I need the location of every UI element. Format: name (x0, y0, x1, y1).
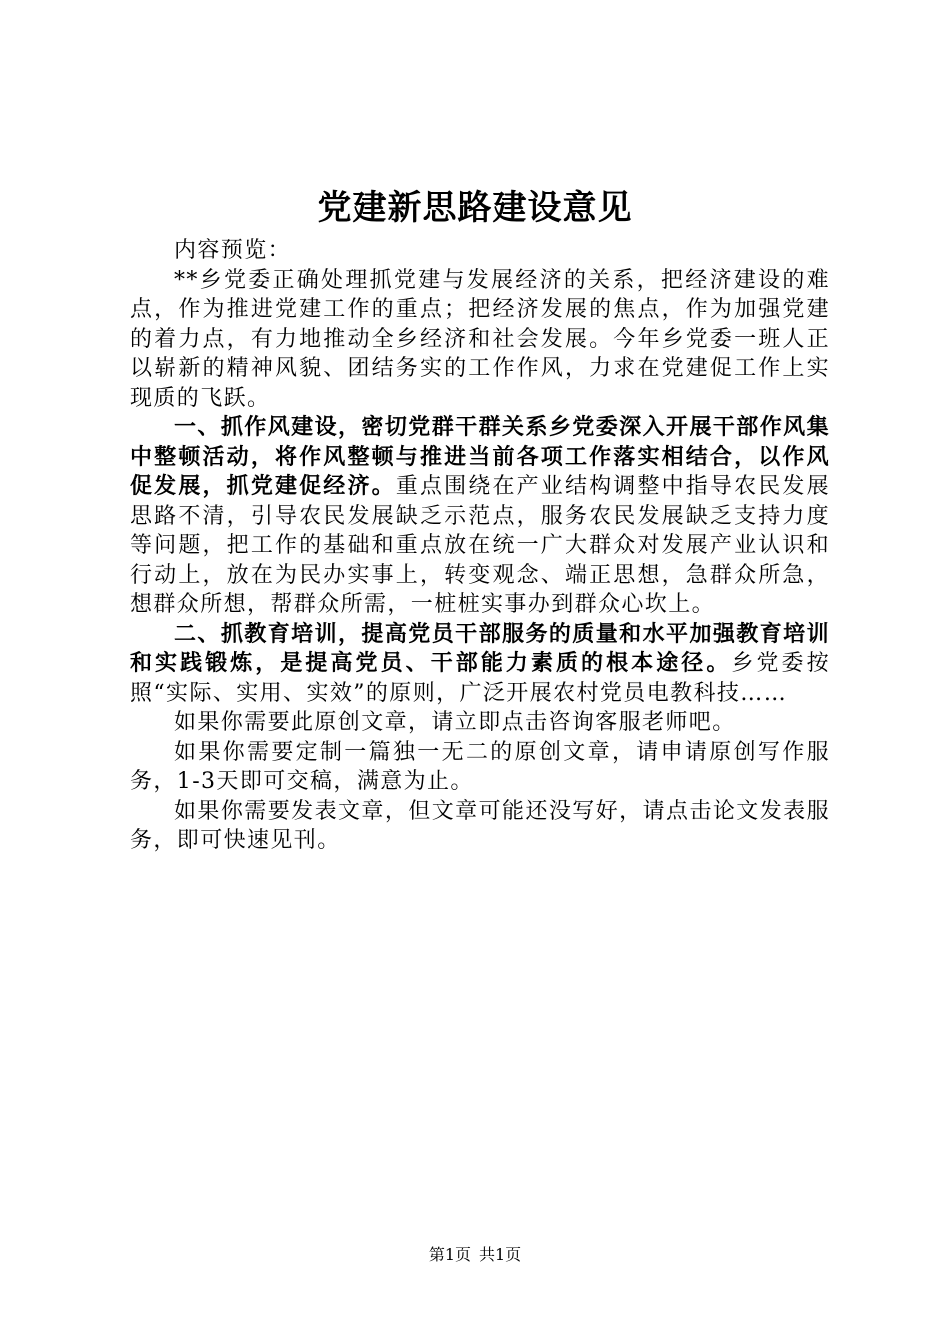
section-1-paragraph (130, 413, 830, 620)
section-2-heading: 二、抓教育培训，提高党员干部服务的质量和水平加强教育培训和实践锻炼，是提高党员、干部能力素质的根本途径。 (130, 621, 830, 676)
notice-original-article: 如果你需要此原创文章，请立即点击咨询客服老师吧。 (174, 710, 736, 735)
section-2-paragraph (130, 620, 830, 709)
page-footer (0, 1244, 950, 1266)
intro-paragraph: **乡党委正确处理抓党建与发展经济的关系，把经济建设的难点，作为推进党建工作的重点；把经济发展的焦点，作为加强党建的着力点，有力地推动全乡经济和社会发展。今年乡党委一班人正以崭新的精神风貌、团结务实的工作作风，力求在党建促工作上实现质的飞跃。 (130, 267, 830, 411)
page-total: 共1页 (479, 1245, 522, 1264)
notice-publishing-service: 如果你需要发表文章，但文章可能还没写好，请点击论文发表服务，即可快速见刊。 (130, 798, 830, 853)
document-body (130, 236, 830, 856)
section-2-text: 乡党委按照“实际、实用、实效”的原则，广泛开展农村党员电教科技…… (130, 651, 830, 706)
preview-label: 内容预览： (174, 238, 292, 263)
section-1-heading: 一、抓作风建设，密切党群干群关系乡党委深入开展干部作风集中整顿活动，将作风整顿与推进当前各项工作落实相结合，以作风促发展，抓党建促经济。 (130, 415, 830, 499)
page-number: 第1页 (428, 1245, 471, 1264)
notice-custom-writing: 如果你需要定制一篇独一无二的原创文章，请申请原创写作服务，1-3天即可交稿，满意为止。 (130, 739, 830, 794)
document-title: 党建新思路建设意见 (317, 188, 633, 228)
section-1-text: 重点围绕在产业结构调整中指导农民发展思路不清，引导农民发展缺乏示范点，服务农民发展缺乏支持力度等问题，把工作的基础和重点放在统一广大群众对发展产业认识和行动上，放在为民办实事上，转变观念、端正思想，急群众所急，想群众所想，帮群众所需，一桩桩实事办到群众心坎上。 (130, 474, 831, 617)
